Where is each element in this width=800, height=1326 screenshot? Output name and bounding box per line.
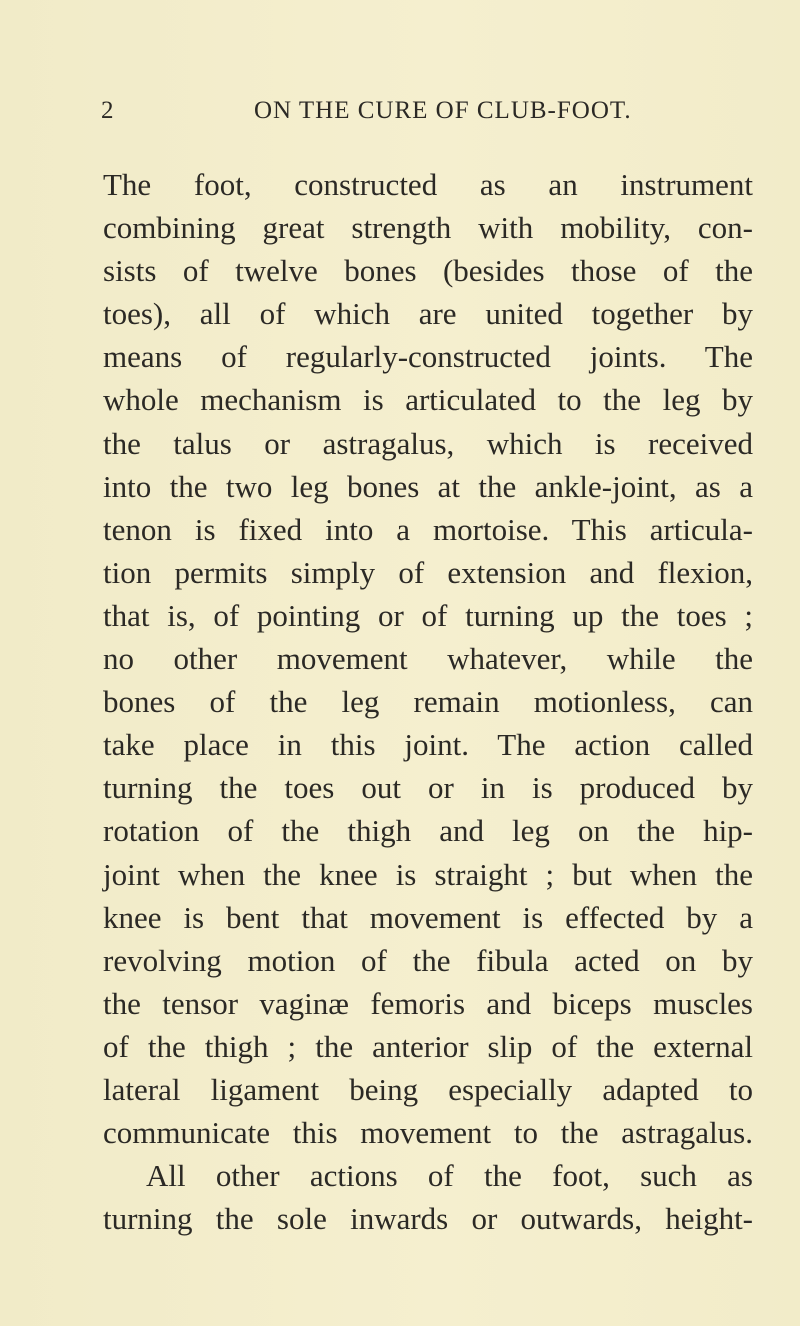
text-line: take place in this joint. The action called: [103, 727, 753, 763]
text-line: joint when the knee is straight ; but when the: [103, 856, 753, 892]
body-text: [103, 163, 753, 1240]
text-line: means of regularly-constructed joints. The: [103, 339, 753, 375]
text-line: whole mechanism is articulated to the leg by: [103, 382, 753, 418]
text-line: knee is bent that movement is effected by a: [103, 899, 753, 935]
page-number: 2: [101, 97, 114, 124]
text-line: combining great strength with mobility, con-: [103, 210, 753, 246]
text-line: revolving motion of the fibula acted on by: [103, 942, 753, 978]
text-line: communicate this movement to the astragalus.: [103, 1115, 753, 1151]
text-line: rotation of the thigh and leg on the hip-: [103, 813, 753, 849]
text-line: bones of the leg remain motionless, can: [103, 684, 753, 720]
text-line: toes), all of which are united together by: [103, 296, 753, 332]
text-line: of the thigh ; the anterior slip of the external: [103, 1028, 753, 1064]
text-line: lateral ligament being especially adapted to: [103, 1071, 753, 1107]
text-line: turning the toes out or in is produced by: [103, 770, 753, 806]
running-title: ON THE CURE OF CLUB-FOOT.: [254, 97, 632, 124]
running-head: [0, 91, 800, 131]
text-line: tenon is fixed into a mortoise. This articula-: [103, 511, 753, 547]
text-line: no other movement whatever, while the: [103, 641, 753, 677]
text-line: the tensor vaginæ femoris and biceps muscles: [103, 985, 753, 1021]
text-line: The foot, constructed as an instrument: [103, 167, 753, 202]
text-line: sists of twelve bones (besides those of the: [103, 253, 753, 289]
text-line: tion permits simply of extension and flexion,: [103, 554, 753, 590]
text-line: that is, of pointing or of turning up the toes ;: [103, 597, 753, 633]
text-line: into the two leg bones at the ankle-joint, as a: [103, 468, 753, 504]
paragraph-first-line: All other actions of the foot, such as: [146, 1158, 753, 1194]
text-line: the talus or astragalus, which is received: [103, 425, 753, 461]
text-line: turning the sole inwards or outwards, height-: [103, 1201, 753, 1237]
